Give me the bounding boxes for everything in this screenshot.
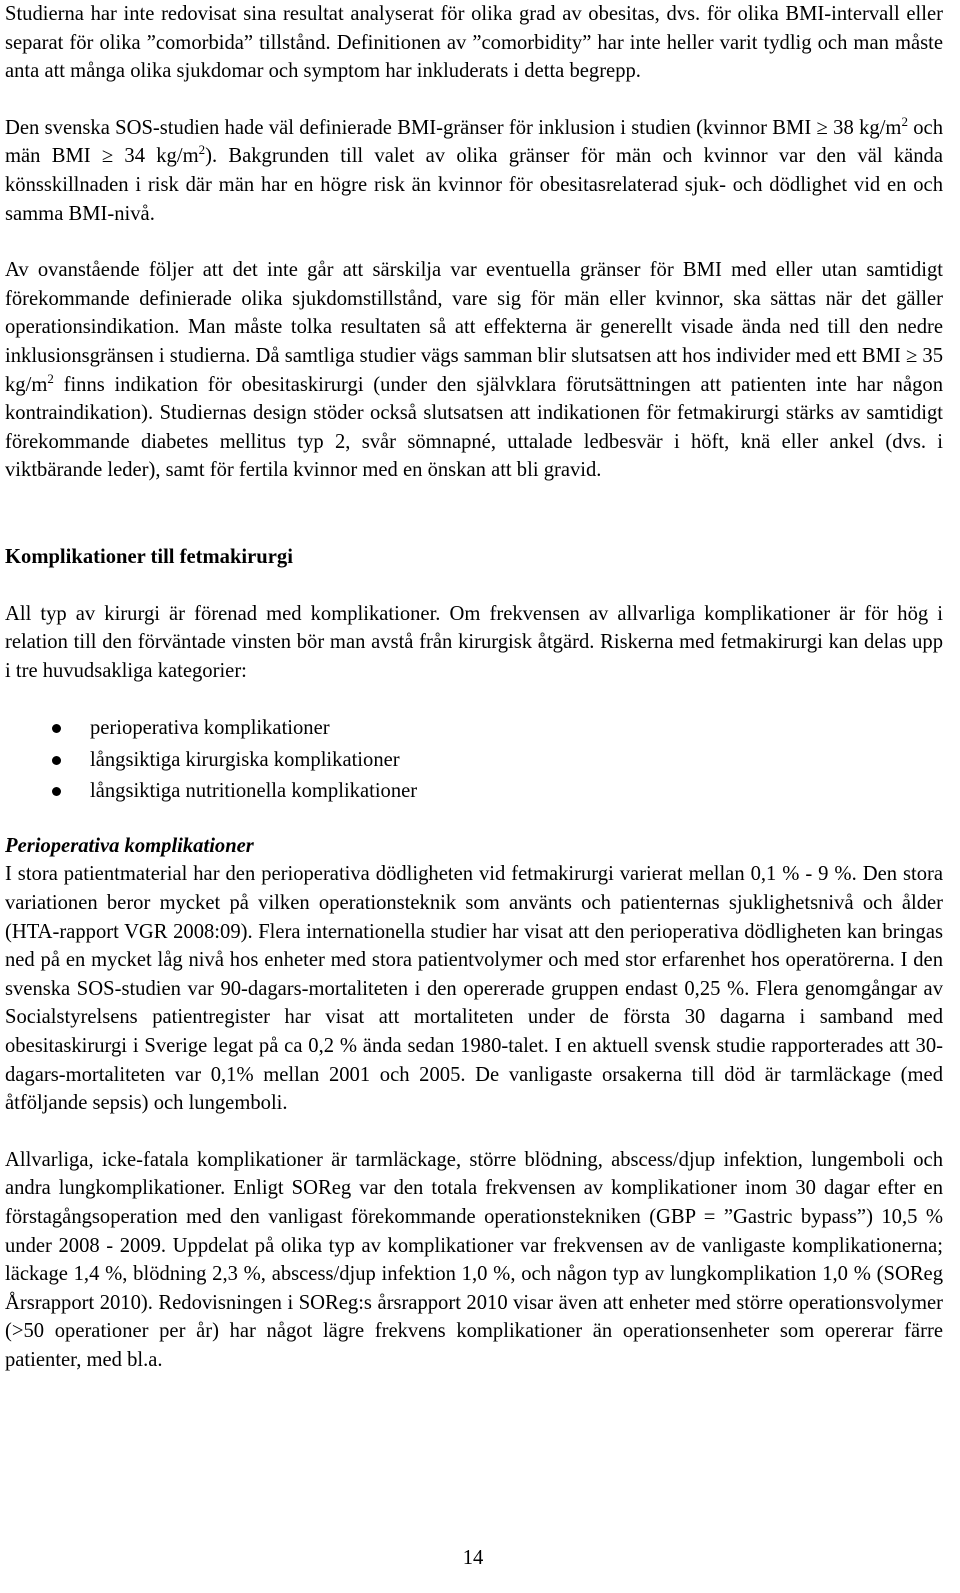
paragraph-indication-conclusion [5, 256, 943, 485]
greater-equal-symbol: ≥ [101, 145, 114, 168]
paragraph-study-results: Studierna har inte redovisat sina resultat analyserat för olika grad av obesitas, dvs. för olika BMI-intervall eller separat för olika ”comorbida” tillstånd. Definitionen av ”comorbidity” har inte heller varit tydlig och man måste anta att många olika sjukdomar och symptom har inkluderats i detta begrepp. [5, 3, 943, 83]
section-heading: Komplikationer till fetmakirurgi [5, 545, 293, 568]
complication-categories-list [5, 713, 943, 808]
paragraph-perioperative-mortality: I stora patientmaterial har den perioperativa dödligheten vid fetmakirurgi varierat mellan 0,1 % - 9 %. Den stora variationen beror mycket på vilken operationsteknik som använts och patienternas sjuklighetsnivå och ålder (HTA-rapport VGR 2008:09). Flera internationella studier har visat att den perioperativa dödligheten kan bringas ned på en mycket låg nivå hos enheter med stora patientvolymer och med stor erfarenhet hos operatörerna. I den svenska SOS-studien var 90-dagars-mortaliteten i den opererade gruppen endast 0,25 %. Flera genomgångar av Socialstyrelsens patientregister har visat att mortaliteten under de första 30 dagarna i samband med obesitaskirurgi i Sverige legat på ca 0,2 % ända sedan 1980-talet. I en aktuell svensk studie rapporterades att 30-dagars-mortaliteten var 0,1% mellan 2001 och 2005. De vanligaste orsakerna till död är tarmläckage (med åtföljande sepsis) och lungemboli. [5, 863, 943, 1115]
superscript: 2 [47, 370, 54, 386]
page-number: 14 [462, 1547, 484, 1569]
list-item [5, 713, 943, 745]
paragraph-nonfatal-complications: Allvarliga, icke-fatala komplikationer är tarmläckage, större blödning, abscess/djup infektion, lungemboli och andra lungkomplikationer. Enligt SOReg var den totala frekvensen av komplikationer inom 30 dagar efter en förstagångsoperation med den vanligast förekommande operationstekniken (GBP = ”Gastric bypass”) 10,5 % under 2008 - 2009. Uppdelat på olika typ av komplikationer var frekvensen av de vanligaste komplikationerna; läckage 1,4 %, blödning 2,3 %, abscess/djup infektion 1,0 %, och någon typ av lungkomplikation 1,0 % (SOReg Årsrapport 2010). Redovisningen i SOReg:s årsrapport 2010 visar även att enheter med större operationsvolymer (>50 operationer per år) har något lägre frekvens komplikationer än operationsenheter som opererar färre patienter, med bl.a. [5, 1148, 943, 1371]
text-span: 38 kg/m [827, 116, 902, 139]
text-span: 35 kg/m [5, 344, 943, 396]
text-span: Av ovanstående följer att det inte går att särskilja var eventuella gränser för BMI med eller utan samtidigt förekommande definierade olika sjukdomstillstånd, vare sig för män eller kvinnor, ska sättas när det gäller operationsindikation. Man måste tolka resultaten så att effekterna är generellt visade ända ned till den nedre inklusionsgränsen i studierna. Då samtliga studier vägs samman blir slutsatsen att hos individer med ett BMI [5, 259, 943, 367]
text-span: Den svenska SOS-studien hade väl definierade BMI-gränser för inklusion i studien (kvinnor BMI [5, 116, 817, 139]
bullet-icon [52, 787, 61, 796]
subsection-heading: Perioperativa komplikationer [5, 834, 254, 857]
superscript: 2 [198, 142, 206, 158]
list-item-label: långsiktiga kirurgiska komplikationer [90, 748, 400, 771]
bullet-icon [52, 724, 61, 733]
text-span: finns indikation för obesitaskirurgi (under den självklara förutsättningen att patienten inte har någon kontraindikation). Studiernas design stöder också slutsatsen att indikationen för fetmakirurgi stärks av samtidigt förekommande diabetes mellitus typ 2, svår sömnapné, uttalade ledbesvär i höft, knä eller ankel (dvs. i viktbärande leder), samt för fertila kvinnor med en önskan att bli gravid. [5, 373, 943, 482]
text-span: ). Bakgrunden till valet av olika gränser för män och kvinnor var den väl kända könsskillnaden i risk där män har en högre risk än kvinnor för obesitasrelaterad sjuk- och dödlighet vid en och samma BMI-nivå. [5, 145, 943, 225]
superscript: 2 [901, 113, 908, 129]
paragraph-sos-study [5, 114, 943, 228]
greater-equal-symbol: ≥ [905, 344, 918, 367]
list-item [5, 776, 943, 808]
text-span: och män BMI [5, 116, 943, 168]
list-item-label: perioperativa komplikationer [90, 717, 330, 740]
list-item [5, 745, 943, 777]
greater-equal-symbol: ≥ [816, 116, 828, 139]
paragraph-complications-intro: All typ av kirurgi är förenad med komplikationer. Om frekvensen av allvarliga komplikationer är för hög i relation till den förväntade vinsten bör man avstå från kirurgisk åtgärd. Riskerna med fetmakirurgi kan delas upp i tre huvudsakliga kategorier: [5, 602, 943, 682]
list-item-label: långsiktiga nutritionella komplikationer [90, 780, 418, 803]
document-page [5, 0, 943, 1374]
bullet-icon [52, 756, 61, 765]
text-span: 34 kg/m [113, 145, 199, 168]
